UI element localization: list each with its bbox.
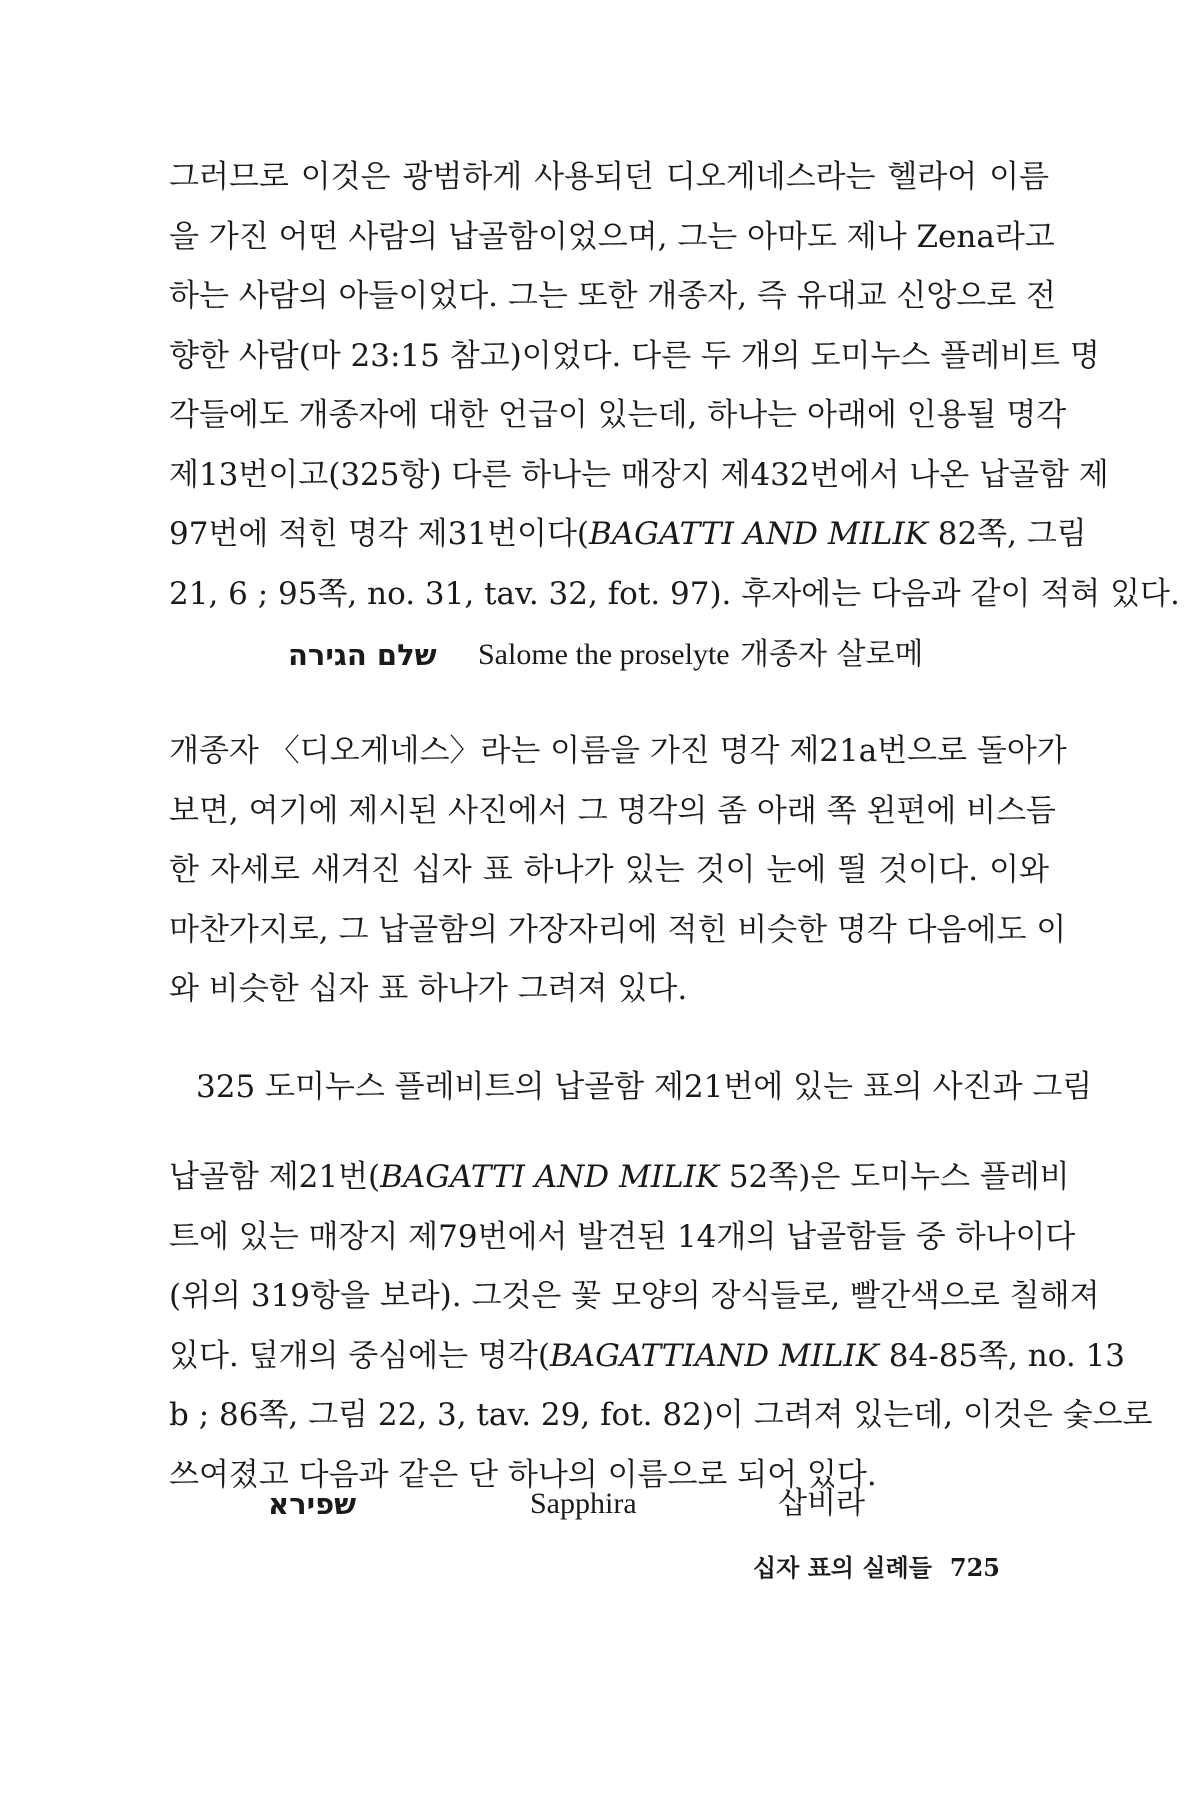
line-text: 52쪽)은 도미누스 플레비 [718, 1159, 1070, 1195]
line-text: 97번에 적힌 명각 제31번이다( [169, 516, 590, 552]
paragraph-ossuary-21 [169, 1148, 1153, 1505]
text-line: b ; 86쪽, 그림 22, 3, tav. 29, fot. 82)이 그려져 있는데, 이것은 숯으로 [169, 1397, 1153, 1433]
line-text: 납골함 제21번( [169, 1159, 381, 1195]
text-line: 마찬가지로, 그 납골함의 가장자리에 적힌 비슷한 명각 다음에도 이 [169, 911, 1067, 948]
hebrew-inscription: שלם הגירה [288, 638, 437, 672]
citation-italic: BAGATTI AND MILIK [380, 1159, 719, 1195]
english-translation: Sapphira [530, 1487, 637, 1520]
text-line: 제13번이고(325항) 다른 하나는 매장지 제432번에서 나온 납골함 제 [169, 456, 1109, 493]
line-text: 84-85쪽, no. 13 [878, 1337, 1126, 1374]
citation-italic: BAGATTIAND MILIK [549, 1337, 879, 1374]
text-line: 향한 사람(마 23:15 참고)이었다. 다른 두 개의 도미누스 플레비트 명 [169, 337, 1100, 374]
page-number: 725 [949, 1553, 1000, 1582]
korean-translation: 삽비라 [778, 1486, 865, 1521]
text-line: 트에 있는 매장지 제79번에서 발견된 14개의 납골함들 중 하나이다 [169, 1218, 1076, 1255]
text-line: 쓰여졌고 다음과 같은 단 하나의 이름으로 되어 있다. [169, 1456, 877, 1493]
text-line: 21, 6 ; 95쪽, no. 31, tav. 32, fot. 97). 후자에는 다음과 같이 적혀 있다. [169, 575, 1180, 612]
text-line: 하는 사람의 아들이었다. 그는 또한 개종자, 즉 유대교 신앙으로 전 [169, 278, 1056, 314]
text-line [169, 1148, 1070, 1208]
text-line: (위의 319항을 보라). 그것은 꽃 모양의 장식들로, 빨간색으로 칠해져 [169, 1278, 1100, 1314]
text-line: 와 비슷한 십자 표 하나가 그려져 있다. [169, 971, 688, 1007]
line-text: 82쪽, 그림 [927, 516, 1087, 552]
paragraph-diogenes [169, 148, 1180, 624]
text-line [169, 1327, 1126, 1387]
inscription-quote-sapphira [0, 1474, 1200, 1534]
hebrew-inscription: שפירא [268, 1487, 357, 1521]
text-line [169, 505, 1087, 565]
page-footer [753, 1548, 1000, 1588]
inscription-quote-salome [0, 625, 1200, 685]
text-line: 그러므로 이것은 광범하게 사용되던 디오게네스라는 헬라어 이름 [169, 159, 1049, 195]
text-line: 을 가진 어떤 사람의 납골함이었으며, 그는 아마도 제나 Zena라고 [169, 218, 1055, 255]
paragraph-cross-mark [169, 722, 1067, 1020]
citation-italic: BAGATTI AND MILIK [589, 516, 928, 552]
text-line: 한 자세로 새겨진 십자 표 하나가 있는 것이 눈에 띌 것이다. 이와 [169, 852, 1049, 888]
english-translation: Salome the proselyte [478, 638, 730, 671]
running-title: 십자 표의 실례들 [752, 1554, 932, 1582]
text-line: 각들에도 개종자에 대한 언급이 있는데, 하나는 아래에 인용될 명각 [169, 397, 1067, 433]
line-text: 있다. 덮개의 중심에는 명각( [169, 1337, 550, 1374]
korean-translation: 개종자 살로메 [740, 637, 924, 672]
text-line: 개종자 〈디오게네스〉라는 이름을 가진 명각 제21a번으로 돌아가 [169, 733, 1067, 769]
section-heading: 325 도미누스 플레비트의 납골함 제21번에 있는 표의 사진과 그림 [196, 1069, 1093, 1105]
text-line: 보면, 여기에 제시된 사진에서 그 명각의 좀 아래 쪽 왼편에 비스듬 [169, 792, 1056, 829]
